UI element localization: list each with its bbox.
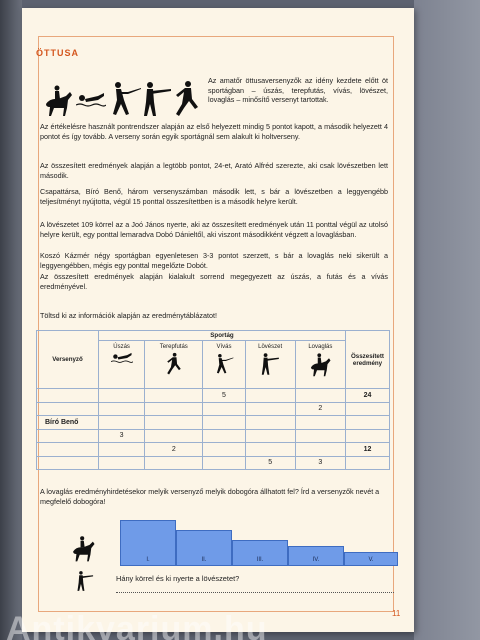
page-number: 11 <box>392 609 401 618</box>
competitor-header: Versenyző <box>37 331 99 389</box>
intro-text: Az amatőr öttusaversenyzők az idény kezdete előtt öt sportágban – úszás, terepfutás, vívás, lövészet, lovaglás – minősítő versenyt tartottak. <box>208 76 388 105</box>
podium-label: III. <box>256 557 264 563</box>
score-cell[interactable] <box>99 402 145 416</box>
score-cell[interactable]: 5 <box>203 389 245 403</box>
book-page <box>22 8 414 632</box>
paragraph-order: Az összesített eredmények alapján kialakult sorrend megegyezett az úszás, a futás és a vívás eredményével. <box>40 272 388 291</box>
score-cell[interactable] <box>245 402 295 416</box>
podium-label: I. <box>146 557 150 563</box>
table-row <box>37 429 390 443</box>
section-title: ÖTTUSA <box>36 48 79 58</box>
score-cell[interactable] <box>145 416 203 430</box>
paragraph-biro: Csapattársa, Bíró Benő, három versenyszámban második lett, s bár a lövészetben a leggyengébb teljesítményt nyújtotta, végül 15 ponttal összesítettben is a második helyre került. <box>40 187 388 206</box>
podium-step-3[interactable] <box>232 540 288 566</box>
competitor-name-cell[interactable] <box>37 443 99 457</box>
total-cell[interactable] <box>346 456 390 470</box>
score-cell[interactable] <box>145 402 203 416</box>
shooting-question: Hány körrel és ki nyerte a lövészetet? <box>116 574 240 583</box>
score-cell[interactable] <box>99 443 145 457</box>
paragraph-koszo: Koszó Kázmér négy sportágban egyenletesen 3-3 pontot szerzett, s bár a lovaglás neki sikerült a leggyengébben, mégis egy ponttal megelőzte Dobót. <box>40 251 388 270</box>
book-spine-shadow <box>0 0 22 640</box>
fencer-icon <box>108 80 142 118</box>
event-label: Lövészet <box>258 344 283 350</box>
competitor-name-cell[interactable] <box>37 389 99 403</box>
results-table <box>36 330 390 470</box>
podium-step-2[interactable] <box>176 530 232 566</box>
answer-line[interactable] <box>116 592 394 593</box>
table-row <box>37 416 390 430</box>
event-header-shooting <box>245 341 295 389</box>
score-cell[interactable]: 3 <box>295 456 345 470</box>
podium-step-1[interactable] <box>120 520 176 566</box>
total-cell[interactable] <box>346 429 390 443</box>
shooter-icon <box>142 80 172 118</box>
event-label: Lovaglás <box>308 344 333 350</box>
score-cell[interactable]: 2 <box>295 402 345 416</box>
swimmer-icon <box>76 92 106 108</box>
score-cell[interactable] <box>245 429 295 443</box>
score-cell[interactable] <box>99 389 145 403</box>
score-cell[interactable] <box>295 429 345 443</box>
score-cell[interactable]: 3 <box>99 429 145 443</box>
total-cell[interactable] <box>346 416 390 430</box>
score-cell[interactable] <box>145 456 203 470</box>
total-header: Összesített eredmény <box>346 331 390 389</box>
score-cell[interactable] <box>295 443 345 457</box>
table-row <box>37 456 390 470</box>
runner-icon <box>174 80 200 118</box>
total-cell[interactable]: 12 <box>346 443 390 457</box>
score-cell[interactable] <box>203 429 245 443</box>
event-header-swimming <box>99 341 145 389</box>
score-cell[interactable] <box>99 416 145 430</box>
score-cell[interactable]: 5 <box>245 456 295 470</box>
horse-rider-icon <box>42 84 74 118</box>
podium-step-4[interactable] <box>288 546 344 566</box>
shooter-icon <box>260 352 280 376</box>
score-cell[interactable] <box>245 389 295 403</box>
score-cell[interactable] <box>203 443 245 457</box>
podium <box>120 516 398 566</box>
riding-podium-question: A lovaglás eredményhirdetésekor melyik versenyző melyik dobogóra állhatott fel? Írd a versenyzők nevét a megfelelő dobogóra! <box>40 487 380 506</box>
score-cell[interactable] <box>245 416 295 430</box>
table-instruction: Töltsd ki az információk alapján az eredménytáblázatot! <box>40 311 217 320</box>
runner-icon <box>166 352 182 376</box>
horse-rider-icon <box>66 535 100 563</box>
competitor-name-cell[interactable] <box>37 429 99 443</box>
watermark: Antikvarium.hu <box>6 610 268 640</box>
total-cell[interactable]: 24 <box>346 389 390 403</box>
podium-label: IV. <box>312 557 320 563</box>
swimmer-icon <box>111 352 133 364</box>
score-cell[interactable] <box>295 389 345 403</box>
paragraph-scoring: Az értékelésre használt pontrendszer alapján az első helyezett mindig 5 pontot kapott, a második helyezett 4 pontot és így tovább. A verseny során egyik sportágnál sem alakult ki holtverseny. <box>40 122 388 141</box>
event-header-fencing <box>203 341 245 389</box>
paragraph-joo: A lövészetet 109 körrel az a Joó János nyerte, aki az összesített eredmények után 11 ponttal végül az utolsó helyre került, egy ponttal lemaradva Dobó Dánieltől, aki viszont másodikként végzett a lovaglásban. <box>40 220 388 239</box>
shooter-icon <box>70 570 100 592</box>
horse-rider-icon <box>308 352 332 378</box>
podium-label: II. <box>201 557 207 563</box>
table-row <box>37 443 390 457</box>
sport-icons-row <box>36 74 206 120</box>
score-cell[interactable] <box>245 443 295 457</box>
score-cell[interactable] <box>203 416 245 430</box>
paragraph-arato: Az összesített eredmények alapján a legtöbb pontot, 24-et, Arató Alfréd szerezte, aki csak lövészetben lett második. <box>40 161 388 180</box>
competitor-name-cell[interactable] <box>37 402 99 416</box>
competitor-name-cell[interactable]: Bíró Benő <box>37 416 99 430</box>
score-cell[interactable] <box>145 389 203 403</box>
podium-step-5[interactable] <box>344 552 398 566</box>
competitor-name-cell[interactable] <box>37 456 99 470</box>
background-edge <box>414 0 480 640</box>
total-cell[interactable] <box>346 402 390 416</box>
event-label: Vívás <box>216 344 232 350</box>
event-label: Úszás <box>113 344 130 350</box>
table-row <box>37 389 390 403</box>
event-header-running <box>145 341 203 389</box>
table-row <box>37 402 390 416</box>
score-cell[interactable] <box>145 429 203 443</box>
score-cell[interactable] <box>203 456 245 470</box>
score-cell[interactable] <box>295 416 345 430</box>
event-header-riding <box>295 341 345 389</box>
event-label: Terepfutás <box>159 344 188 350</box>
score-cell[interactable] <box>99 456 145 470</box>
fencer-icon <box>214 352 234 376</box>
score-cell[interactable]: 2 <box>145 443 203 457</box>
sport-header: Sportág <box>99 331 346 341</box>
score-cell[interactable] <box>203 402 245 416</box>
podium-label: V. <box>368 557 374 563</box>
